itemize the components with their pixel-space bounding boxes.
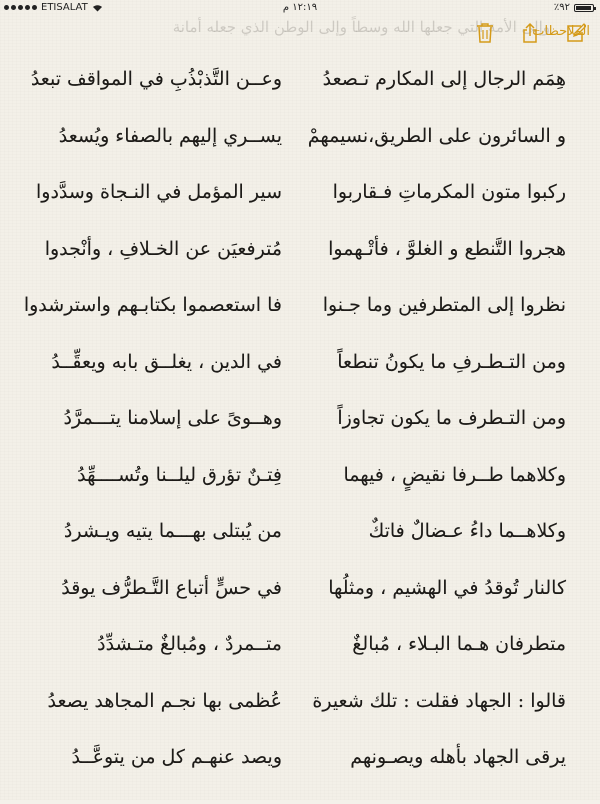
poem-verse	[0, 66, 600, 126]
verse-second-hemistich: ويصد عنهـم كل من يتوعَّــدُ	[71, 746, 282, 768]
verse-first-hemistich: و السائرون على الطريق،نسيمهمْ	[307, 124, 566, 147]
verse-first-hemistich: قالوا : الجهاد فقلت : تلك شعيرة	[312, 689, 566, 712]
verse-first-hemistich: يرقى الجهاد بأهله ويصـونهم	[350, 746, 566, 768]
battery-status	[554, 2, 594, 13]
battery-level	[576, 6, 591, 10]
verse-second-hemistich: في حسٍّ أتباع التَّـطرُّف يوقدُ	[61, 576, 282, 599]
verse-first-hemistich: ركبوا متون المكرماتِ فـقاربوا	[332, 181, 566, 203]
verse-second-hemistich: وعــن التَّذبْذُبِ في المواقف تبعدُ	[30, 68, 282, 90]
carrier-name: ETISALAT	[41, 2, 88, 13]
verse-first-hemistich: ومن التـطـرفِ ما يكونُ تنطعاً	[337, 350, 566, 373]
battery-percent: ٪٩٢	[553, 2, 570, 13]
verse-second-hemistich: وهــوىً على إسلامنا يتـــمرَّدُ	[63, 407, 282, 429]
poem-verse	[0, 744, 600, 804]
poem-verse	[0, 405, 600, 465]
previous-note-text: وإلى الأمة التي جعلها الله وسطاً وإلى الوطن الذي جعله أمانة	[172, 18, 550, 36]
share-button[interactable]	[520, 22, 540, 44]
trash-button[interactable]	[475, 22, 495, 44]
verse-first-hemistich: هجروا التَّنطع و الغلوَّ ، فأتْـهموا	[328, 237, 566, 260]
poem-verse	[0, 179, 600, 239]
verse-second-hemistich: من يُبتلى بهـــما يتيه ويـشردُ	[63, 520, 282, 542]
battery-icon	[574, 4, 594, 12]
status-bar	[0, 0, 600, 16]
clock: ١٢:١٩ م	[282, 2, 318, 13]
poem-verse	[0, 462, 600, 522]
verse-second-hemistich: متــمردٌ ، ومُبالغٌ متـشدِّدُ	[97, 633, 282, 655]
poem-verse	[0, 349, 600, 409]
verse-first-hemistich: ومن التـطرف ما يكون تجاوزاً	[337, 407, 566, 429]
poem-verse	[0, 123, 600, 183]
verse-second-hemistich: يســري إليهم بالصفاء ويُسعدُ	[58, 124, 282, 147]
verse-first-hemistich: نظروا إلى المتطرفين وما جـنوا	[322, 294, 566, 316]
verse-second-hemistich: فِتـنٌ تؤرق ليلــنا وتُســــهِّدُ	[77, 463, 282, 486]
poem-verse	[0, 631, 600, 691]
verse-second-hemistich: سير المؤمل في النـجاة وسدَّدوا	[35, 181, 282, 203]
poem-verse	[0, 688, 600, 748]
compose-icon	[566, 22, 586, 44]
compose-button[interactable]	[566, 22, 586, 44]
verse-first-hemistich: وكلاهــما داءُ عـضالٌ فاتكٌ	[368, 520, 566, 542]
verse-second-hemistich: مُترفعيَن عن الخـلافِ ، وأنْجدوا	[44, 237, 282, 260]
verse-first-hemistich: متطرفان هـما البـلاء ، مُبالغٌ	[352, 633, 566, 655]
poem-verse	[0, 575, 600, 635]
notes-toolbar	[0, 16, 600, 50]
poem-verse	[0, 236, 600, 296]
verse-second-hemistich: عُظمى بها نجـم المجاهد يصعدُ	[47, 689, 282, 712]
verse-first-hemistich: وكلاهما طــرفا نقيضٍ ، فيهما	[343, 463, 566, 486]
verse-second-hemistich: في الدين ، يغلــق بابه ويعقِّــدُ	[51, 350, 282, 373]
poem-verse	[0, 518, 600, 578]
share-icon	[520, 22, 540, 44]
trash-icon	[475, 22, 495, 44]
notes-back-button[interactable]: الملاحظات	[532, 24, 590, 39]
verse-second-hemistich: فا استعصموا بكتابـهم واسترشدوا	[23, 294, 282, 316]
verse-first-hemistich: هِمَم الرجال إلى المكارم تـصعدُ	[322, 68, 566, 90]
poem-verse	[0, 292, 600, 352]
verse-first-hemistich: كالنار تُوقدُ في الهشيم ، ومثلُها	[328, 576, 566, 599]
